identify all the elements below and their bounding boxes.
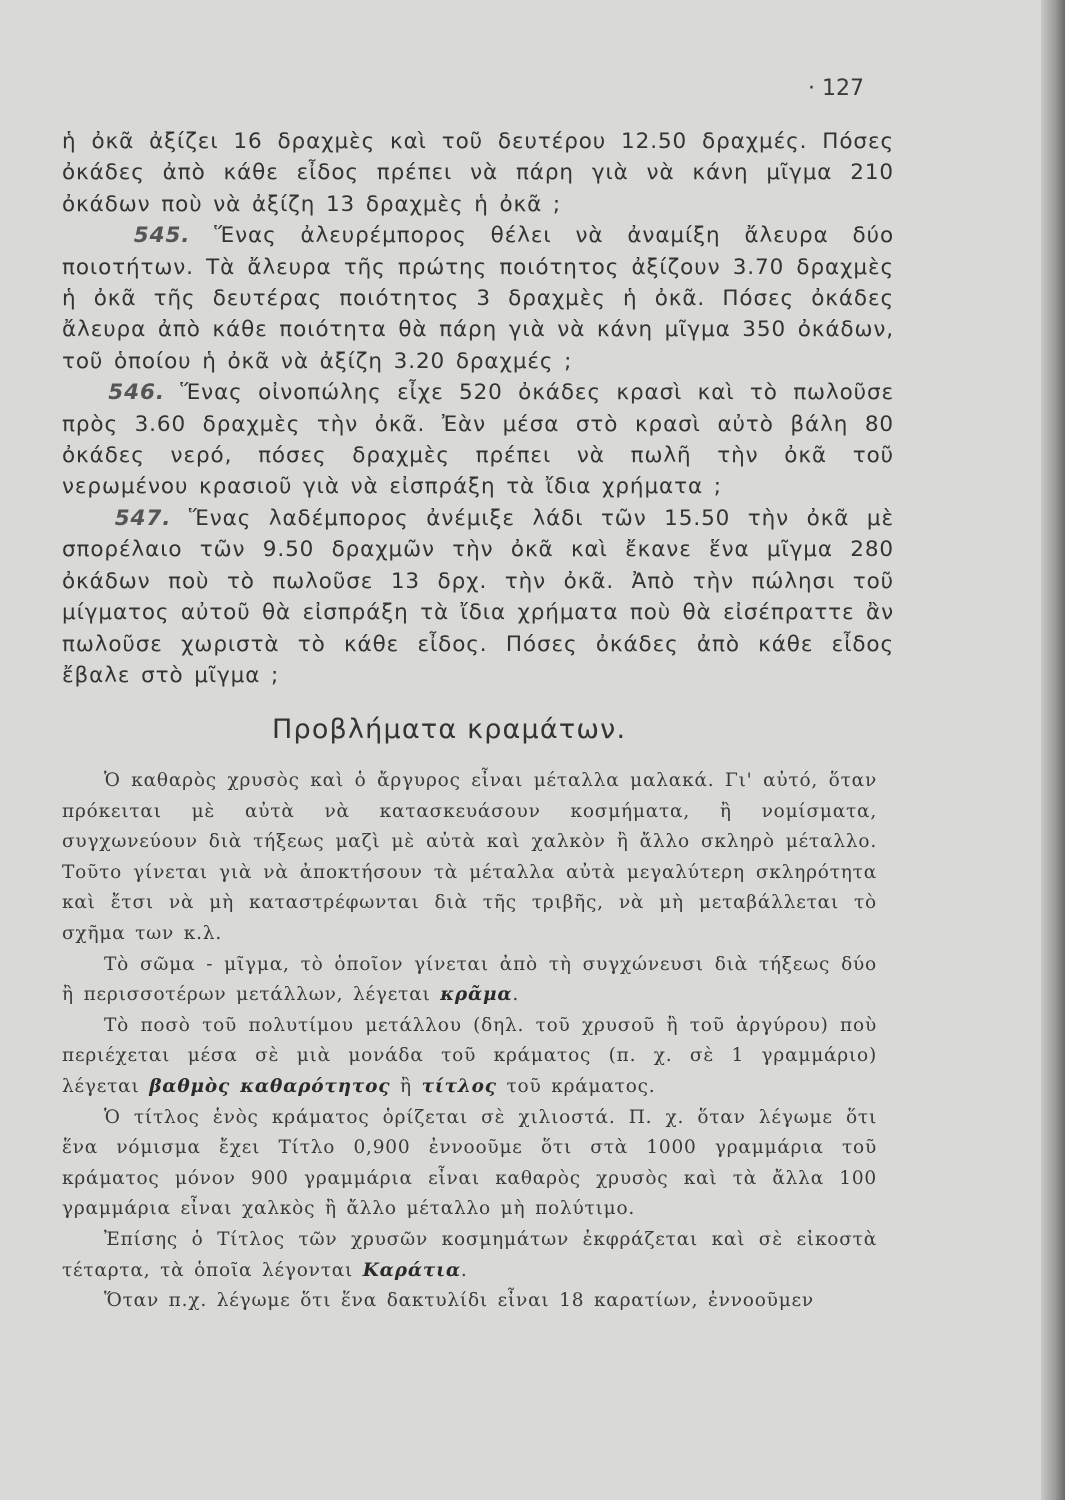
term-purity-degree: βαθμὸς καθαρότητος [149, 1075, 391, 1097]
paragraph-text: ἢ [390, 1075, 422, 1097]
paragraph-carats [62, 1225, 877, 1286]
paragraph-text: Ὅταν π.χ. λέγωμε ὅτι ἕνα δακτυλίδι εἶναι 18 καρατίων, ἐννοοῦμεν [104, 1290, 814, 1312]
paragraph-purity-definition [62, 1011, 877, 1103]
term-karatia: Καράτια [362, 1259, 461, 1281]
section-heading: Προβλήματα κραμάτων. [272, 714, 627, 745]
problem-545 [62, 220, 894, 377]
problem-number: 547. [114, 505, 172, 531]
paragraph-ring-example [62, 1286, 877, 1317]
paragraph-text: τοῦ κράματος. [496, 1075, 656, 1097]
paragraph-title-thousandths [62, 1103, 877, 1225]
paragraph-text: Ὁ τίτλος ἑνὸς κράματος ὁρίζεται σὲ χιλιοστά. Π. χ. ὅταν λέγωμε ὅτι ἕνα νόμισμα ἔχει Τίτλο 0,900 ἐννοοῦμε ὅτι στὰ 1000 γραμμάρια τοῦ κράματος μόνον 900 γραμμάρια εἶναι καθαρὸς χρυσὸς καὶ τὰ ἄλλα 100 γραμμάρια εἶναι χαλκὸς ἢ ἄλλο μέταλλο μὴ πολύτιμο. [62, 1106, 877, 1220]
problem-text: Ἕνας ἀλευρέμπορος θέλει νὰ ἀναμίξη ἄλευρα δύο ποιοτήτων. Τὰ ἄλευρα τῆς πρώτης ποιότητος ἀξίζουν 3.70 δραχμὲς ἡ ὀκᾶ τῆς δευτέρας ποιότητος 3 δραχμὲς ἡ ὀκᾶ. Πόσες ὀκάδες ἄλευρα ἀπὸ κάθε ποιότητα θὰ πάρη γιὰ νὰ κάνη μῖγμα 350 ὀκάδων, τοῦ ὁποίου ἡ ὀκᾶ νὰ ἀξίζη 3.20 δραχμές ; [62, 223, 895, 374]
problem-number: 546. [108, 380, 165, 406]
page-number: · 127 [808, 76, 864, 101]
paragraph-text: Ὁ καθαρὸς χρυσὸς καὶ ὁ ἄργυρος εἶναι μέταλλα μαλακά. Γι' αὐτό, ὅταν πρόκειται μὲ αὐτὰ νὰ κατασκευάσουν κοσμήματα, ἢ νομίσματα, συγχωνεύουν διὰ τήξεως μαζὶ μὲ αὐτὰ καὶ χαλκὸν ἢ ἄλλο σκληρὸ μέταλλο. Τοῦτο γίνεται γιὰ νὰ ἀποκτήσουν τὰ μέταλλα αὐτὰ μεγαλύτερη σκληρότητα καὶ ἔτσι νὰ μὴ καταστρέφωνται διὰ τῆς τριβῆς, νὰ μὴ μεταβάλλεται τὸ σχῆμα των κ.λ. [62, 770, 877, 944]
term-krama: κρᾶμα [440, 984, 513, 1006]
problem-continuation [62, 126, 894, 220]
paragraph-text: . [460, 1259, 468, 1281]
problem-text: Ἕνας οἰνοπώλης εἶχε 520 ὀκάδες κρασὶ καὶ τὸ πωλοῦσε πρὸς 3.60 δραχμὲς τὴν ὀκᾶ. Ἐὰν μέσα στὸ κρασὶ αὐτὸ βάλη 80 ὀκάδες νερό, πόσες δραχμὲς πρέπει νὰ πωλῆ τὴν ὀκᾶ τοῦ νερωμένου κρασιοῦ γιὰ νὰ εἰσπράξη τὰ ἴδια χρήματα ; [62, 380, 895, 500]
term-titlos: τίτλος [421, 1075, 497, 1097]
problem-text: Ἕνας λαδέμπορος ἀνέμιξε λάδι τῶν 15.50 τὴν ὀκᾶ μὲ σπορέλαιο τῶν 9.50 δραχμῶν τὴν ὀκᾶ καὶ ἔκανε ἕνα μῖγμα 280 ὀκάδων ποὺ τὸ πωλοῦσε 13 δρχ. τὴν ὀκᾶ. Ἀπὸ τὴν πώλησι τοῦ μίγματος αὐτοῦ θὰ εἰσπράξη τὰ ἴδια χρήματα ποὺ θὰ εἰσέπραττε ἂν πωλοῦσε χωριστὰ τὸ κάθε εἶδος. Πόσες ὀκάδες ἀπὸ κάθε εἶδος ἔβαλε στὸ μῖγμα ; [62, 505, 894, 688]
problem-547 [62, 503, 894, 691]
paragraph-soft-metals [62, 766, 877, 950]
problem-number: 545. [133, 223, 191, 249]
paragraph-text: Τὸ ποσὸ τοῦ πολυτίμου μετάλλου (δηλ. τοῦ χρυσοῦ ἢ τοῦ ἀργύρου) ποὺ περιέχεται μέσα σὲ μιὰ μονάδα τοῦ κράματος (π. χ. σὲ 1 γραμμάριο) λέγεται [62, 1014, 877, 1097]
problem-546 [62, 377, 894, 503]
alloy-section [62, 766, 877, 1317]
paragraph-text: Ἐπίσης ὁ Τίτλος τῶν χρυσῶν κοσμημάτων ἐκφράζεται καὶ σὲ εἰκοστὰ τέταρτα, τὰ ὁποῖα λέγονται [62, 1228, 877, 1281]
paragraph-text: Τὸ σῶμα - μῖγμα, τὸ ὁποῖον γίνεται ἀπὸ τὴ συγχώνευσι διὰ τήξεως δύο ἢ περισσοτέρων μετάλλων, λέγεται [62, 953, 877, 1006]
paragraph-alloy-definition [62, 950, 877, 1011]
problem-text: ἡ ὀκᾶ ἀξίζει 16 δραχμὲς καὶ τοῦ δευτέρου 12.50 δραχμές. Πόσες ὀκάδες ἀπὸ κάθε εἶδος πρέπει νὰ πάρη γιὰ νὰ κάνη μῖγμα 210 ὀκάδων ποὺ νὰ ἀξίζη 13 δραχμὲς ἡ ὀκᾶ ; [62, 129, 894, 217]
problems-section [62, 126, 894, 691]
paragraph-text: . [512, 984, 520, 1006]
